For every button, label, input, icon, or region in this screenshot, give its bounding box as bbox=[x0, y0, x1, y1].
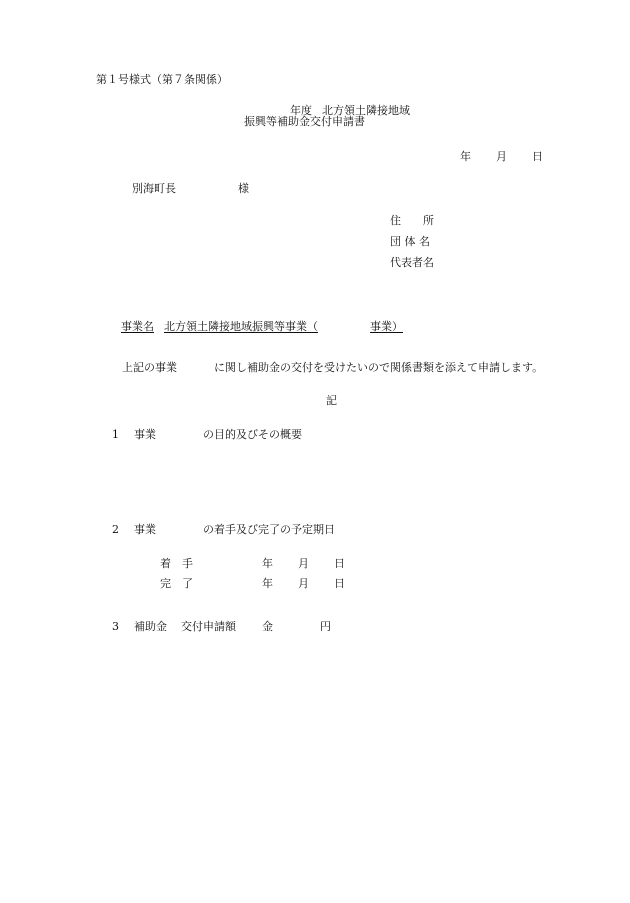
addressee-name: 別海町長 bbox=[132, 182, 176, 195]
applicant-address-label: 住 所 bbox=[390, 214, 434, 227]
applicant-org-label: 団 体 名 bbox=[390, 235, 430, 248]
form-number: 第１号様式（第７条関係） bbox=[96, 73, 228, 86]
end-year: 年 bbox=[262, 577, 273, 590]
item3-kin: 金 bbox=[262, 620, 273, 633]
item2-number: 2 bbox=[112, 523, 119, 536]
item3-yen: 円 bbox=[320, 620, 331, 633]
item3-sub: 交付申請額 bbox=[181, 620, 236, 633]
date-day: 日 bbox=[532, 150, 543, 163]
item3-number: 3 bbox=[112, 620, 119, 633]
end-label: 完 了 bbox=[160, 577, 193, 590]
item1-label: 事業 bbox=[134, 428, 156, 441]
ki-mark: 記 bbox=[326, 394, 337, 407]
start-year: 年 bbox=[262, 557, 273, 570]
request-text-part1: 上記の事業 bbox=[122, 361, 177, 374]
end-month: 月 bbox=[298, 577, 309, 590]
project-name-suffix: 事業） bbox=[370, 320, 403, 333]
item1-number: 1 bbox=[112, 428, 119, 441]
item3-label: 補助金 bbox=[134, 620, 167, 633]
applicant-rep-label: 代表者名 bbox=[390, 256, 434, 269]
project-label: 事業名 bbox=[121, 320, 154, 333]
end-day: 日 bbox=[334, 577, 345, 590]
project-name-line bbox=[121, 320, 423, 333]
addressee-honorific: 様 bbox=[238, 182, 249, 195]
project-name-prefix: 北方領土隣接地域振興等事業（ bbox=[164, 320, 318, 333]
date-year: 年 bbox=[460, 150, 471, 163]
item2-suffix: の着手及び完了の予定期日 bbox=[203, 523, 335, 536]
start-month: 月 bbox=[298, 557, 309, 570]
date-month: 月 bbox=[496, 150, 507, 163]
start-day: 日 bbox=[334, 557, 345, 570]
request-text-part2: に関し補助金の交付を受けたいので関係書類を添えて申請します。 bbox=[214, 361, 544, 374]
item2-label: 事業 bbox=[134, 523, 156, 536]
title-era: 年度 bbox=[290, 104, 312, 117]
title-name: 北方領土隣接地域 bbox=[322, 104, 410, 117]
item1-suffix: の目的及びその概要 bbox=[203, 428, 302, 441]
title-line2: 振興等補助金交付申請書 bbox=[244, 115, 365, 128]
start-label: 着 手 bbox=[160, 557, 193, 570]
